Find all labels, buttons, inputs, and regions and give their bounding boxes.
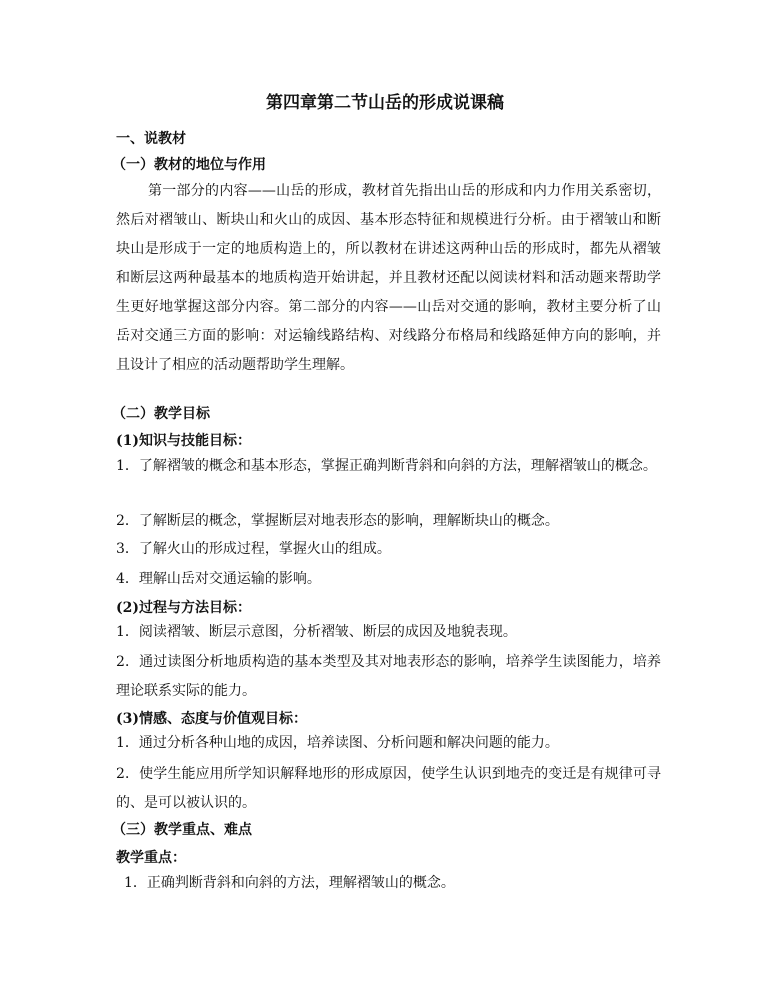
body-paragraph: 第一部分的内容——山岳的形成，教材首先指出山岳的形成和内力作用关系密切，然后对褶皱山、断块山和火山的成因、基本形态特征和规模进行分析。由于褶皱山和断块山是形成于一定的地质构造上的，所以教材在讲述这两种山岳的形成时，都先从褶皱和断层这两种最基本的地质构造开始讲起，并且教材还配以阅读材料和活动题来帮助学生更好地掌握这部分内容。第二部分的内容——山岳对交通的影响，教材主要分析了山岳对交通三方面的影响：对运输线路结构、对线路分布格局和线路延伸方向的影响，并且设计了相应的活动题帮助学生理解。 bbox=[116, 183, 661, 373]
subsection-heading-2: （二）教学目标 bbox=[112, 406, 210, 422]
list-item: 1．了解褶皱的概念和基本形态，掌握正确判断背斜和向斜的方法，理解褶皱山的概念。 bbox=[116, 458, 657, 474]
list-item: 4．理解山岳对交通运输的影响。 bbox=[116, 571, 321, 587]
list-item: 3．了解火山的形成过程，掌握火山的组成。 bbox=[116, 541, 391, 557]
goal-heading-knowledge: (1)知识与技能目标： bbox=[116, 433, 251, 449]
list-item: 1．正确判断背斜和向斜的方法，理解褶皱山的概念。 bbox=[124, 875, 455, 891]
subsection-heading-1: （一）教材的地位与作用 bbox=[112, 157, 266, 173]
goal-heading-values: (3)情感、态度与价值观目标： bbox=[116, 711, 307, 727]
document-title: 第四章第二节山岳的形成说课稿 bbox=[266, 93, 504, 113]
goal-heading-process: (2)过程与方法目标： bbox=[116, 600, 251, 616]
list-item: 1．阅读褶皱、断层示意图，分析褶皱、断层的成因及地貌表现。 bbox=[116, 624, 517, 640]
list-item: 1．通过分析各种山地的成因，培养读图、分析问题和解决问题的能力。 bbox=[116, 735, 559, 751]
section-heading-1: 一、说教材 bbox=[116, 131, 186, 147]
list-item: 2．通过读图分析地质构造的基本类型及其对地表形态的影响，培养学生读图能力，培养理论联系实际的能力。 bbox=[116, 654, 661, 699]
list-item: 2．使学生能应用所学知识解释地形的形成原因，使学生认识到地壳的变迁是有规律可寻的、是可以被认识的。 bbox=[116, 766, 661, 811]
subsection-heading-3: （三）教学重点、难点 bbox=[112, 822, 252, 838]
list-item: 2．了解断层的概念，掌握断层对地表形态的影响，理解断块山的概念。 bbox=[116, 513, 559, 529]
key-points-heading: 教学重点： bbox=[116, 850, 186, 866]
